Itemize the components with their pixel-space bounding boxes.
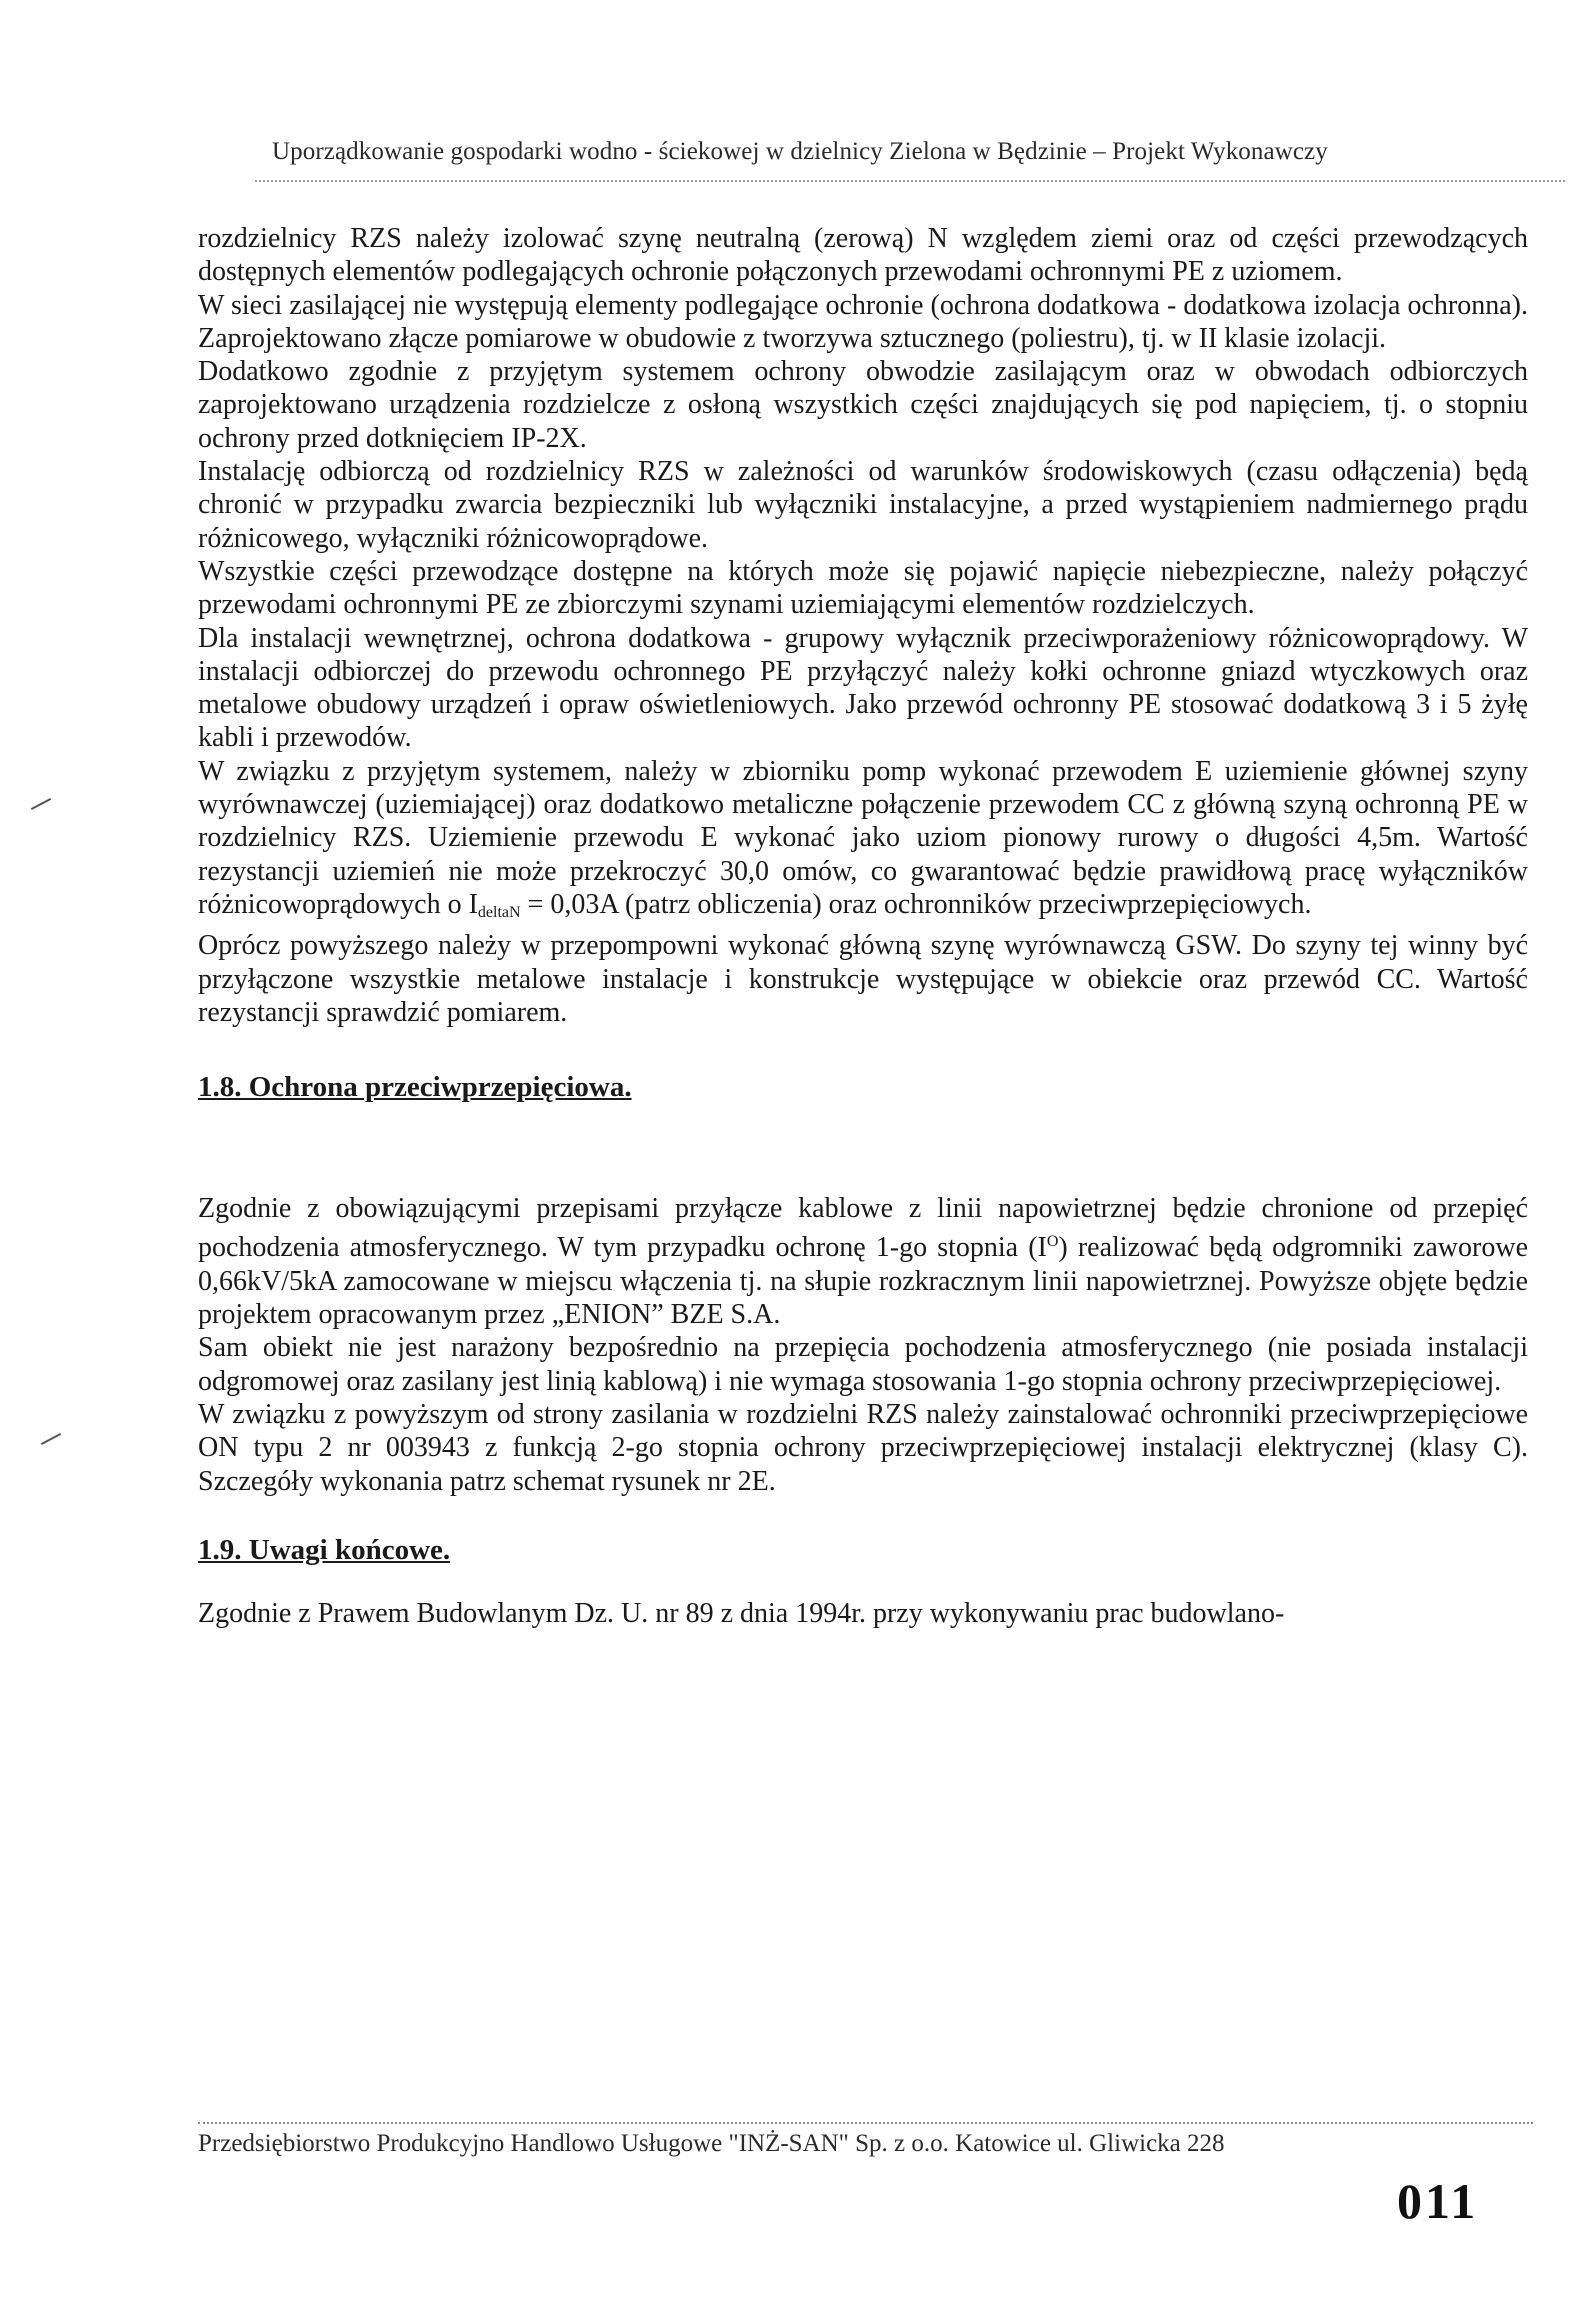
document-body bbox=[198, 222, 1528, 1630]
section-heading-1-9: 1.9. Uwagi końcowe. bbox=[198, 1533, 451, 1566]
paragraph: Sam obiekt nie jest narażony bezpośrednio na przepięcia pochodzenia atmosferycznego (nie posiada instalacji odgromowej oraz zasilany jest linią kablową) i nie wymaga stosowania 1-go stopnia ochrony przeciwprzepięciowej. bbox=[198, 1332, 1528, 1397]
footer-divider bbox=[198, 2122, 1533, 2124]
margin-pen-mark bbox=[31, 798, 51, 810]
paragraph: W sieci zasilającej nie występują elementy podlegające ochronie (ochrona dodatkowa - dodatkowa izolacja ochronna). Zaprojektowano złącze pomiarowe w obudowie z tworzywa sztucznego (poliestru), tj. w II klasie izolacji. bbox=[198, 289, 1528, 354]
paragraph: Zgodnie z Prawem Budowlanym Dz. U. nr 89 z dnia 1994r. przy wykonywaniu prac budowlano- bbox=[198, 1597, 1285, 1629]
header-divider bbox=[255, 180, 1565, 182]
paragraph: Dla instalacji wewnętrznej, ochrona dodatkowa - grupowy wyłącznik przeciwporażeniowy różnicowoprądowy. W instalacji odbiorczej do przewodu ochronnego PE przyłączyć należy kołki ochronne gniazd wtyczkowych oraz metalowe obudowy urządzeń i opraw oświetleniowych. Jako przewód ochronny PE stosować dodatkową 3 i 5 żyłę kabli i przewodów. bbox=[198, 622, 1528, 754]
page-header: Uporządkowanie gospodarki wodno - ściekowej w dzielnicy Zielona w Będzinie – Projekt Wykonawczy bbox=[272, 138, 1328, 165]
paragraph-text: W związku z przyjętym systemem, należy w zbiorniku pomp wykonać przewodem E uziemienie głównej szyny wyrównawczej (uziemiającej) oraz dodatkowo metaliczne połączenie przewodem CC z główną szyną ochronną PE w rozdzielnicy RZS. Uziemienie przewodu E wykonać jako uziom pionowy rurowy o długości 4,5m. Wartość rezystancji uziemień nie może przekroczyć 30,0 omów, co gwarantować będzie prawidłową pracę wyłączników różnicowoprądowych o I bbox=[198, 755, 1528, 920]
paragraph-text: Zgodnie z obowiązującymi przepisami przyłącze kablowe z linii napowietrznej będzie chronione od przepięć pochodzenia atmosferycznego. W tym przypadku ochronę 1-go stopnia (I bbox=[198, 1193, 1528, 1264]
paragraph: Wszystkie części przewodzące dostępne na których może się pojawić napięcie niebezpieczne, należy połączyć przewodami ochronnymi PE ze zbiorczymi szynami uziemiającymi elementów rozdzielczych. bbox=[198, 555, 1528, 621]
paragraph: rozdzielnicy RZS należy izolować szynę neutralną (zerową) N względem ziemi oraz od części przewodzących dostępnych elementów podlegających ochronie połączonych przewodami ochronnymi PE z uziomem. bbox=[198, 223, 1528, 288]
page-number: 011 bbox=[1397, 2173, 1479, 2229]
paragraph: Dodatkowo zgodnie z przyjętym systemem ochrony obwodzie zasilającym oraz w obwodach odbiorczych zaprojektowano urządzenia rozdzielcze z osłoną wszystkich części znajdujących się pod napięciem, tj. o stopniu ochrony przed dotknięciem IP-2X. bbox=[198, 356, 1528, 454]
paragraph: W związku z powyższym od strony zasilania w rozdzielni RZS należy zainstalować ochronniki przeciwprzepięciowe ON typu 2 nr 003943 z funkcją 2-go stopnia ochrony przeciwprzepięciowej instalacji elektrycznej (klasy C). Szczegóły wykonania patrz schemat rysunek nr 2E. bbox=[198, 1398, 1528, 1497]
degree-superscript: O bbox=[1046, 1233, 1059, 1251]
current-subscript: deltaN bbox=[477, 903, 521, 921]
margin-pen-mark bbox=[41, 1433, 61, 1445]
paragraph: Oprócz powyższego należy w przepompowni wykonać główną szynę wyrównawczą GSW. Do szyny tej winny być przyłączone wszystkie metalowe instalacje i konstrukcje występujące w obiekcie oraz przewód CC. Wartość rezystancji sprawdzić pomiarem. bbox=[198, 930, 1528, 1028]
paragraph: Instalację odbiorczą od rozdzielnicy RZS w zależności od warunków środowiskowych (czasu odłączenia) będą chronić w przypadku zwarcia bezpieczniki lub wyłączniki instalacyjne, a przed wystąpieniem nadmiernego prądu różnicowego, wyłączniki różnicowoprądowe. bbox=[198, 456, 1528, 554]
paragraph-grounding bbox=[198, 755, 1528, 929]
paragraph-text: ) realizować będą odgromniki zaworowe 0,66kV/5kA zamocowane w miejscu włączenia tj. na słupie rozkracznym linii napowietrznej. Powyższe objęte będzie projektem opracowanym przez „ENION” BZE S.A. bbox=[198, 1232, 1528, 1331]
paragraph-text: = 0,03A (patrz obliczenia) oraz ochronników przeciwprzepięciowych. bbox=[520, 888, 1312, 920]
paragraph-surge-protection bbox=[198, 1192, 1528, 1331]
section-heading-1-8: 1.8. Ochrona przeciwprzepięciowa. bbox=[198, 1071, 632, 1104]
page-footer: Przedsiębiorstwo Produkcyjno Handlowo Usługowe "INŻ-SAN" Sp. z o.o. Katowice ul. Gliwicka 228 bbox=[198, 2130, 1225, 2157]
